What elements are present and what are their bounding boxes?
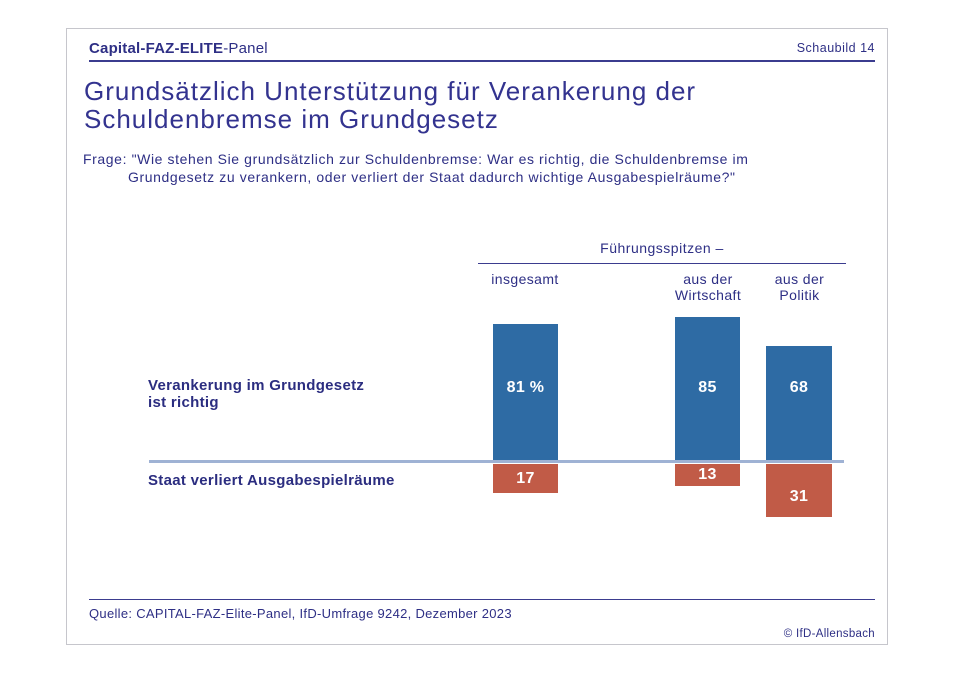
page-title-line1: Grundsätzlich Unterstützung für Verankerung der (84, 76, 697, 106)
question-text-line1: "Wie stehen Sie grundsätzlich zur Schuldenbremse: War es richtig, die Schuldenbremse im (131, 151, 749, 167)
bar-value-verliert-insgesamt: 17 (516, 470, 535, 487)
group-header: Führungsspitzen – (600, 240, 724, 256)
question-prefix: Frage: (83, 151, 128, 167)
group-divider (478, 263, 846, 264)
bar-value-verliert-politik: 31 (789, 488, 809, 505)
chart (67, 29, 889, 646)
page-title-line2: Schuldenbremse im Grundgesetz (84, 104, 499, 134)
series-label-verliert: Staat verliert Ausgabespielräume (148, 472, 395, 489)
category-label-wirtschaft (648, 272, 768, 303)
survey-question-line2: Grundgesetz zu verankern, oder verliert der Staat dadurch wichtige Ausgabespielräume?" (128, 168, 736, 185)
axis-baseline (149, 460, 844, 463)
slide-frame (66, 28, 888, 645)
bar-richtig-politik (766, 346, 832, 462)
bar-value-richtig-wirtschaft: 85 (698, 379, 717, 396)
source-note: Quelle: CAPITAL-FAZ-Elite-Panel, IfD-Umfrage 9242, Dezember 2023 (89, 606, 512, 621)
series-label-richtig-line2: ist richtig (148, 393, 219, 411)
category-label-politik-line1: aus der (774, 271, 825, 287)
category-label-insgesamt (465, 272, 585, 288)
category-label-wirtschaft-line2: Wirtschaft (674, 286, 742, 303)
footer-divider (89, 599, 875, 600)
slide-number: Schaubild 14 (796, 41, 875, 55)
series-label-richtig-line1: Verankerung im Grundgesetz (148, 377, 365, 394)
category-label-insgesamt-text: insgesamt (491, 271, 559, 287)
bar-value-richtig-politik: 68 (789, 379, 809, 396)
bar-value-richtig-insgesamt: 81 % (506, 379, 545, 396)
category-label-politik-line2: Politik (779, 286, 820, 303)
brand-title-suffix: -Panel (223, 40, 268, 57)
brand-title-bold: Capital-FAZ-ELITE (89, 40, 224, 57)
series-label-richtig (148, 378, 364, 411)
category-label-politik (754, 272, 845, 303)
bar-value-verliert-wirtschaft: 13 (698, 466, 717, 483)
copyright-note: © IfD-Allensbach (783, 628, 875, 640)
category-label-wirtschaft-line1: aus der (683, 271, 733, 287)
